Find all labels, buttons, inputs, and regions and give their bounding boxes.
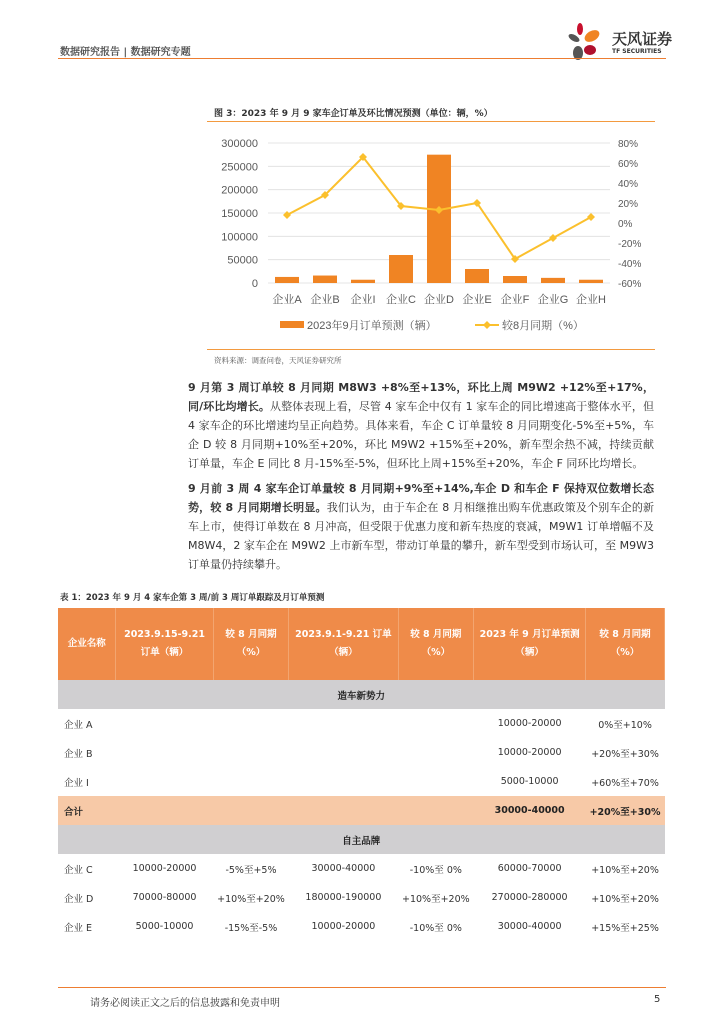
bar — [503, 276, 527, 283]
section-row — [58, 680, 665, 709]
table-cell: +10%至+20% — [402, 893, 470, 905]
table-cell: +15%至+25% — [591, 922, 659, 934]
table-cell: 企业 C — [64, 864, 93, 876]
table-cell: -5%至+5% — [225, 864, 277, 876]
table-cell — [289, 709, 398, 738]
y-left-tick: 0 — [251, 278, 258, 290]
table-cell — [116, 796, 213, 825]
paragraph-1-lead: 9 月第 3 周订单较 8 月同期 M8W3 +8%至+13%，环比上周 M9W2 +12%至+17%，同/环比均增长。 — [188, 381, 654, 413]
table-cell — [213, 767, 289, 796]
bar — [427, 155, 451, 283]
y-right-tick: -60% — [618, 279, 642, 290]
table-cell: 60000-70000 — [497, 863, 562, 874]
figure-title: 图 3：2023 年 9 月 9 家车企订单及环比情况预测（单位：辆，%） — [214, 109, 493, 119]
table-cell: -10%至 0% — [409, 864, 462, 876]
table-cell — [213, 738, 289, 767]
total-row — [58, 796, 665, 825]
col-header: 较 8 月同期（%） — [586, 608, 665, 680]
y-left-tick: 200000 — [221, 184, 258, 197]
table-cell: 5000-10000 — [500, 776, 559, 787]
body-flow — [0, 378, 724, 941]
y-right-tick: 60% — [618, 159, 639, 170]
legend-line-label: 较8月同期（%） — [502, 320, 584, 332]
y-left-tick: 50000 — [227, 254, 258, 267]
table-cell: 合计 — [58, 796, 116, 825]
table-cell: 10000-20000 — [497, 747, 562, 758]
col-header: 2023.9.1-9.21 订单（辆） — [289, 608, 398, 680]
table-cell — [398, 796, 474, 825]
table-cell — [213, 709, 289, 738]
footer-disclaimer: 请务必阅读正文之后的信息披露和免责申明 — [90, 998, 280, 1009]
table-cell: 70000-80000 — [132, 892, 197, 903]
col-header: 较 8 月同期（%） — [213, 608, 289, 680]
paragraph-1-body: 从整体表现上看，尽管 4 家车企中仅有 1 家车企的同比增速高于整体水平，但 4 家车企的环比增速均呈正向趋势。具体来看，车企 C 订单量较 8 月同期变化-5%至+5%，车企 D 较 8 月同期+10%至+20%，环比 M9W2 +15%至+20%，新车型余热不减，持续贡献订单量，车企 E 同比 8 月-15%至-5%，但环比上周+15%至+20%，车企 F 同环比均增长。 — [188, 400, 654, 470]
x-tick: 企业F — [500, 294, 530, 306]
x-tick: 企业I — [350, 294, 376, 306]
table-cell: 10000-20000 — [497, 718, 562, 729]
bar — [465, 269, 489, 283]
table-cell: 180000-190000 — [305, 892, 382, 903]
y-right-tick: 20% — [618, 199, 639, 210]
combo-chart — [200, 125, 660, 345]
petal-logo-icon — [568, 22, 610, 62]
x-tick: 企业D — [424, 294, 454, 306]
table-cell: 企业 D — [64, 893, 94, 905]
y-right-tick: -40% — [618, 259, 642, 270]
section-header: 造车新势力 — [58, 680, 665, 709]
bar — [389, 255, 413, 283]
table-cell: 30000-40000 — [311, 863, 376, 874]
table-cell: 10000-20000 — [311, 921, 376, 932]
table-cell — [289, 738, 398, 767]
paragraph-2 — [188, 479, 654, 574]
table-cell — [116, 709, 213, 738]
section-header: 自主品牌 — [58, 825, 665, 854]
company-logo — [568, 22, 688, 60]
y-left-tick: 150000 — [221, 208, 258, 220]
col-header: 企业名称 — [58, 608, 116, 680]
table-row — [58, 767, 665, 796]
table-cell: 企业 A — [64, 719, 93, 731]
line-point — [587, 213, 595, 221]
line-point — [283, 211, 291, 219]
figure-source: 资料来源：调查问卷，天风证券研究所 — [214, 356, 342, 365]
table-cell — [398, 709, 474, 738]
order-table — [58, 608, 665, 941]
table-cell — [398, 738, 474, 767]
table-cell: 10000-20000 — [132, 863, 197, 874]
legend-bar-swatch — [280, 321, 304, 328]
x-tick: 企业E — [462, 294, 492, 306]
y-right-tick: -20% — [618, 239, 642, 250]
table-row — [58, 738, 665, 767]
x-tick: 企业H — [576, 294, 606, 306]
table-cell: -10%至 0% — [409, 922, 462, 934]
table-row — [58, 854, 665, 883]
logo-text: 天风证券 — [612, 30, 673, 48]
logo-subtext: TF SECURITIES — [612, 48, 662, 55]
table-cell — [213, 796, 289, 825]
figure-top-rule — [207, 121, 655, 122]
figure-bottom-rule — [207, 349, 655, 350]
table-cell — [116, 767, 213, 796]
table-cell — [116, 738, 213, 767]
table-cell: +10%至+20% — [591, 864, 659, 876]
table-cell: 30000-40000 — [497, 921, 562, 932]
bar — [313, 276, 337, 283]
table-cell: +60%至+70% — [591, 777, 659, 789]
table-cell: +20%至+30% — [586, 796, 665, 825]
page-number: 5 — [654, 994, 661, 1005]
table-cell: 5000-10000 — [135, 921, 194, 932]
legend-line-marker — [483, 321, 491, 329]
table-cell: +10%至+20% — [217, 893, 285, 905]
table-cell — [289, 796, 398, 825]
section-row — [58, 825, 665, 854]
paragraph-2-body: 我们认为，由于车企在 8 月相继推出购车优惠政策及个别车企的新车上市，使得订单数在 8 月冲高，但受限于优惠力度和新车热度的衰减，M9W1 订单增幅不及 M8W4，2 家车企在 M9W2 上市新车型，带动订单量的攀升，新车型受到市场认可，至 M9W3 订单量仍持续攀升。 — [188, 501, 655, 571]
legend-bar-label: 2023年9月订单预测（辆） — [307, 320, 437, 332]
paragraph-1 — [188, 378, 654, 473]
footer-divider — [58, 987, 666, 988]
bar — [351, 280, 375, 283]
bar — [579, 280, 603, 283]
table-cell: 企业 B — [64, 748, 93, 760]
y-right-tick: 80% — [618, 139, 639, 150]
x-tick: 企业B — [310, 294, 340, 306]
table-cell: +10%至+20% — [591, 893, 659, 905]
y-right-tick: 40% — [618, 179, 639, 190]
y-right-tick: 0% — [618, 219, 633, 230]
table-cell: 270000-280000 — [491, 892, 568, 903]
x-tick: 企业G — [537, 294, 569, 306]
y-left-tick: 250000 — [221, 161, 258, 174]
table-row — [58, 709, 665, 738]
table-cell — [289, 767, 398, 796]
table-cell: 0%至+10% — [598, 719, 652, 731]
bar — [541, 278, 565, 283]
line-point — [549, 234, 557, 242]
table-title: 表 1：2023 年 9 月 4 家车企第 3 周/前 3 周订单跟踪及月订单预测 — [60, 593, 325, 603]
x-tick: 企业C — [386, 294, 416, 306]
table-cell — [398, 767, 474, 796]
table-cell: +20%至+30% — [591, 748, 659, 760]
y-left-tick: 300000 — [221, 138, 258, 150]
col-header: 2023.9.15-9.21 订单（辆） — [116, 608, 213, 680]
col-header: 较 8 月同期（%） — [398, 608, 474, 680]
bar — [275, 277, 299, 283]
report-header: 数据研究报告 | 数据研究专题 — [60, 47, 191, 58]
table-cell: -15%至-5% — [224, 922, 278, 934]
header-divider — [58, 58, 666, 59]
table-cell: 30000-40000 — [474, 796, 586, 825]
table-row — [58, 912, 665, 941]
col-header: 2023 年 9 月订单预测（辆） — [474, 608, 586, 680]
table-cell: 企业 E — [64, 922, 93, 934]
paragraph-2-lead: 9 月前 3 周 4 家车企订单量较 8 月同期+9%至+14%,车企 D 和车企 F 保持双位数增长态势，较 8 月同期增长明显。 — [188, 482, 654, 514]
x-tick: 企业A — [272, 294, 302, 306]
table-row — [58, 883, 665, 912]
y-left-tick: 100000 — [221, 231, 258, 244]
table-cell: 企业 I — [64, 777, 89, 789]
